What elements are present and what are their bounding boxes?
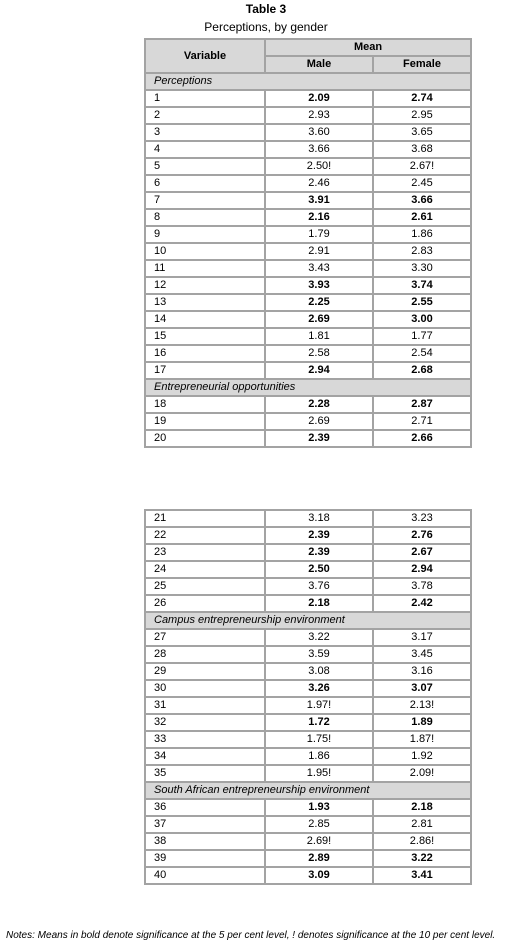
table-row bbox=[146, 766, 470, 781]
variable-cell: 36 bbox=[146, 800, 264, 815]
table-row bbox=[146, 431, 470, 446]
table-row bbox=[146, 647, 470, 662]
female-mean-cell: 3.68 bbox=[374, 142, 470, 157]
variable-cell: 40 bbox=[146, 868, 264, 883]
variable-cell: 29 bbox=[146, 664, 264, 679]
table-row bbox=[146, 414, 470, 429]
male-mean-cell: 3.91 bbox=[266, 193, 372, 208]
variable-cell: 39 bbox=[146, 851, 264, 866]
male-mean-cell: 3.18 bbox=[266, 511, 372, 526]
female-mean-cell: 2.67 bbox=[374, 545, 470, 560]
table-row bbox=[146, 698, 470, 713]
variable-cell: 13 bbox=[146, 295, 264, 310]
variable-cell: 1 bbox=[146, 91, 264, 106]
male-mean-cell: 3.59 bbox=[266, 647, 372, 662]
female-mean-cell: 2.76 bbox=[374, 528, 470, 543]
male-mean-cell: 2.94 bbox=[266, 363, 372, 378]
variable-cell: 14 bbox=[146, 312, 264, 327]
male-mean-cell: 2.39 bbox=[266, 431, 372, 446]
male-mean-cell: 2.69 bbox=[266, 312, 372, 327]
variable-cell: 16 bbox=[146, 346, 264, 361]
section-label: South African entrepreneurship environment bbox=[146, 783, 470, 798]
table-row bbox=[146, 227, 470, 242]
male-mean-cell: 3.08 bbox=[266, 664, 372, 679]
male-mean-cell: 2.18 bbox=[266, 596, 372, 611]
female-mean-cell: 3.66 bbox=[374, 193, 470, 208]
female-mean-cell: 2.95 bbox=[374, 108, 470, 123]
table-row bbox=[146, 363, 470, 378]
female-mean-cell: 1.89 bbox=[374, 715, 470, 730]
section-label: Campus entrepreneurship environment bbox=[146, 613, 470, 628]
table-row bbox=[146, 732, 470, 747]
table-row bbox=[146, 545, 470, 560]
variable-cell: 35 bbox=[146, 766, 264, 781]
male-mean-cell: 1.72 bbox=[266, 715, 372, 730]
perceptions-table-part-2 bbox=[144, 509, 472, 885]
female-mean-cell: 1.86 bbox=[374, 227, 470, 242]
male-header: Male bbox=[266, 57, 372, 72]
female-mean-cell: 3.45 bbox=[374, 647, 470, 662]
variable-header: Variable bbox=[146, 40, 264, 72]
table-row bbox=[146, 715, 470, 730]
variable-cell: 12 bbox=[146, 278, 264, 293]
male-mean-cell: 2.91 bbox=[266, 244, 372, 259]
variable-cell: 9 bbox=[146, 227, 264, 242]
variable-cell: 4 bbox=[146, 142, 264, 157]
variable-cell: 25 bbox=[146, 579, 264, 594]
variable-cell: 37 bbox=[146, 817, 264, 832]
male-mean-cell: 3.76 bbox=[266, 579, 372, 594]
male-mean-cell: 3.26 bbox=[266, 681, 372, 696]
male-mean-cell: 1.97! bbox=[266, 698, 372, 713]
female-mean-cell: 2.61 bbox=[374, 210, 470, 225]
female-mean-cell: 2.09! bbox=[374, 766, 470, 781]
male-mean-cell: 3.09 bbox=[266, 868, 372, 883]
table-row bbox=[146, 91, 470, 106]
variable-cell: 8 bbox=[146, 210, 264, 225]
male-mean-cell: 2.16 bbox=[266, 210, 372, 225]
perceptions-table-part-1 bbox=[144, 38, 472, 448]
female-mean-cell: 2.54 bbox=[374, 346, 470, 361]
table-row bbox=[146, 528, 470, 543]
table-row bbox=[146, 210, 470, 225]
female-mean-cell: 2.86! bbox=[374, 834, 470, 849]
female-mean-cell: 2.42 bbox=[374, 596, 470, 611]
variable-cell: 33 bbox=[146, 732, 264, 747]
table-row bbox=[146, 176, 470, 191]
table-row bbox=[146, 295, 470, 310]
table-row bbox=[146, 142, 470, 157]
table-note: Notes: Means in bold denote significance at the 5 per cent level, ! denotes significance at the 10 per cent level. bbox=[6, 930, 496, 941]
female-mean-cell: 3.00 bbox=[374, 312, 470, 327]
female-mean-cell: 1.87! bbox=[374, 732, 470, 747]
table-row bbox=[146, 125, 470, 140]
male-mean-cell: 2.69 bbox=[266, 414, 372, 429]
male-mean-cell: 2.39 bbox=[266, 545, 372, 560]
male-mean-cell: 3.43 bbox=[266, 261, 372, 276]
female-mean-cell: 2.87 bbox=[374, 397, 470, 412]
table-body-2 bbox=[146, 511, 470, 883]
variable-cell: 6 bbox=[146, 176, 264, 191]
table-row bbox=[146, 397, 470, 412]
female-mean-cell: 2.13! bbox=[374, 698, 470, 713]
male-mean-cell: 2.09 bbox=[266, 91, 372, 106]
female-mean-cell: 3.65 bbox=[374, 125, 470, 140]
female-mean-cell: 2.81 bbox=[374, 817, 470, 832]
variable-cell: 19 bbox=[146, 414, 264, 429]
female-mean-cell: 2.94 bbox=[374, 562, 470, 577]
female-mean-cell: 2.68 bbox=[374, 363, 470, 378]
male-mean-cell: 1.75! bbox=[266, 732, 372, 747]
male-mean-cell: 2.25 bbox=[266, 295, 372, 310]
variable-cell: 26 bbox=[146, 596, 264, 611]
male-mean-cell: 2.39 bbox=[266, 528, 372, 543]
table-row bbox=[146, 346, 470, 361]
table-row bbox=[146, 749, 470, 764]
table-row bbox=[146, 159, 470, 174]
table-row bbox=[146, 800, 470, 815]
table-row bbox=[146, 261, 470, 276]
variable-cell: 15 bbox=[146, 329, 264, 344]
section-label: Perceptions bbox=[146, 74, 470, 89]
table-subtitle: Perceptions, by gender bbox=[204, 20, 328, 34]
female-mean-cell: 2.18 bbox=[374, 800, 470, 815]
variable-cell: 2 bbox=[146, 108, 264, 123]
female-mean-cell: 2.45 bbox=[374, 176, 470, 191]
variable-cell: 24 bbox=[146, 562, 264, 577]
female-mean-cell: 3.30 bbox=[374, 261, 470, 276]
male-mean-cell: 3.66 bbox=[266, 142, 372, 157]
female-mean-cell: 1.77 bbox=[374, 329, 470, 344]
male-mean-cell: 2.50 bbox=[266, 562, 372, 577]
female-mean-cell: 2.66 bbox=[374, 431, 470, 446]
variable-cell: 18 bbox=[146, 397, 264, 412]
variable-cell: 28 bbox=[146, 647, 264, 662]
female-mean-cell: 2.74 bbox=[374, 91, 470, 106]
male-mean-cell: 1.81 bbox=[266, 329, 372, 344]
table-row bbox=[146, 630, 470, 645]
section-row bbox=[146, 74, 470, 89]
variable-cell: 23 bbox=[146, 545, 264, 560]
variable-cell: 30 bbox=[146, 681, 264, 696]
variable-cell: 3 bbox=[146, 125, 264, 140]
variable-cell: 11 bbox=[146, 261, 264, 276]
male-mean-cell: 1.93 bbox=[266, 800, 372, 815]
female-mean-cell: 3.41 bbox=[374, 868, 470, 883]
female-mean-cell: 3.17 bbox=[374, 630, 470, 645]
table-row bbox=[146, 193, 470, 208]
female-mean-cell: 2.67! bbox=[374, 159, 470, 174]
table-row bbox=[146, 329, 470, 344]
variable-cell: 38 bbox=[146, 834, 264, 849]
section-row bbox=[146, 783, 470, 798]
female-mean-cell: 3.78 bbox=[374, 579, 470, 594]
table-row bbox=[146, 278, 470, 293]
male-mean-cell: 3.60 bbox=[266, 125, 372, 140]
male-mean-cell: 3.22 bbox=[266, 630, 372, 645]
table-row bbox=[146, 579, 470, 594]
table-row bbox=[146, 868, 470, 883]
table-row bbox=[146, 664, 470, 679]
variable-cell: 20 bbox=[146, 431, 264, 446]
table-row bbox=[146, 312, 470, 327]
table-body-1 bbox=[146, 74, 470, 446]
male-mean-cell: 2.93 bbox=[266, 108, 372, 123]
variable-cell: 7 bbox=[146, 193, 264, 208]
female-mean-cell: 3.22 bbox=[374, 851, 470, 866]
female-mean-cell: 3.16 bbox=[374, 664, 470, 679]
variable-cell: 27 bbox=[146, 630, 264, 645]
male-mean-cell: 2.46 bbox=[266, 176, 372, 191]
male-mean-cell: 3.93 bbox=[266, 278, 372, 293]
variable-cell: 22 bbox=[146, 528, 264, 543]
female-mean-cell: 3.74 bbox=[374, 278, 470, 293]
male-mean-cell: 2.89 bbox=[266, 851, 372, 866]
female-mean-cell: 3.23 bbox=[374, 511, 470, 526]
male-mean-cell: 2.28 bbox=[266, 397, 372, 412]
table-row bbox=[146, 596, 470, 611]
table-row bbox=[146, 681, 470, 696]
variable-cell: 31 bbox=[146, 698, 264, 713]
variable-cell: 32 bbox=[146, 715, 264, 730]
male-mean-cell: 1.79 bbox=[266, 227, 372, 242]
table-row bbox=[146, 851, 470, 866]
female-header: Female bbox=[374, 57, 470, 72]
table-row bbox=[146, 244, 470, 259]
variable-cell: 5 bbox=[146, 159, 264, 174]
female-mean-cell: 2.71 bbox=[374, 414, 470, 429]
variable-cell: 10 bbox=[146, 244, 264, 259]
section-row bbox=[146, 380, 470, 395]
variable-cell: 21 bbox=[146, 511, 264, 526]
male-mean-cell: 2.69! bbox=[266, 834, 372, 849]
mean-header: Mean bbox=[266, 40, 470, 55]
section-row bbox=[146, 613, 470, 628]
female-mean-cell: 2.83 bbox=[374, 244, 470, 259]
female-mean-cell: 2.55 bbox=[374, 295, 470, 310]
table-row bbox=[146, 834, 470, 849]
variable-cell: 34 bbox=[146, 749, 264, 764]
female-mean-cell: 3.07 bbox=[374, 681, 470, 696]
table-row bbox=[146, 108, 470, 123]
male-mean-cell: 2.58 bbox=[266, 346, 372, 361]
male-mean-cell: 1.95! bbox=[266, 766, 372, 781]
male-mean-cell: 2.50! bbox=[266, 159, 372, 174]
section-label: Entrepreneurial opportunities bbox=[146, 380, 470, 395]
female-mean-cell: 1.92 bbox=[374, 749, 470, 764]
table-row bbox=[146, 511, 470, 526]
table-row bbox=[146, 562, 470, 577]
male-mean-cell: 2.85 bbox=[266, 817, 372, 832]
male-mean-cell: 1.86 bbox=[266, 749, 372, 764]
table-title: Table 3 bbox=[245, 2, 287, 16]
table-row bbox=[146, 817, 470, 832]
variable-cell: 17 bbox=[146, 363, 264, 378]
